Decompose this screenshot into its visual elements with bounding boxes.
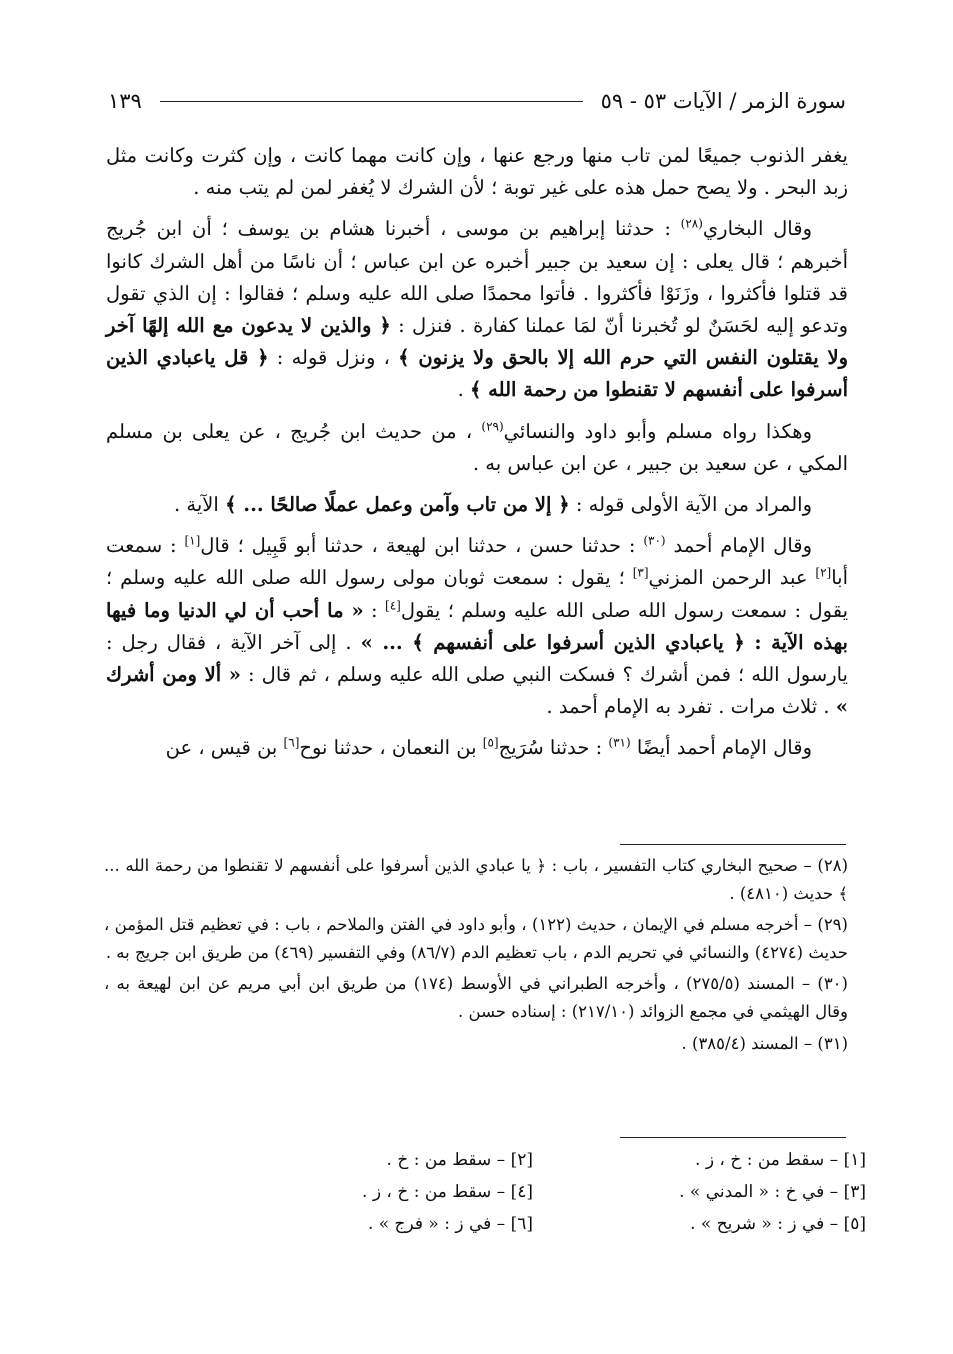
variant-ref: [٦] [283,735,300,750]
text-run: بن النعمان ، حدثنا نوح [299,736,483,760]
text-run: : حدثنا حسن ، حدثنا ابن لهيعة ، حدثنا أبو قَبِيل ؛ قال [200,534,644,558]
running-title: سورة الزمر / الآيات ٥٣ - ٥٩ [600,89,846,113]
paragraph-4 [106,489,848,521]
page-number: ١٣٩ [108,89,142,113]
main-text [106,140,848,774]
text-run: الآية . [174,493,226,517]
header-rule [160,101,583,102]
text-run: . إلى آخر الآية ، فقال رجل : يارسول الله ؛ فمن أشرك ؟ فسكت النبي صلى الله عليه وسلم ، ثم قال : [106,630,848,687]
paragraph-2 [106,213,848,406]
footnote-29: (٢٩) – أخرجه مسلم في الإيمان ، حديث (١٢٢) ، وأبو داود في الفتن والملاحم ، باب : في تعظيم قتل المؤمن ، حديث (٤٢٧٤) والنسائي في تحريم الدم ، باب تعظيم الدم (٨٦/٧) وفي التفسير (٤٦٩) من طريق ابن جريج به . [104,915,848,962]
footnote-ref: (٣١) [608,735,631,750]
footnote-ref: (٢٨) [680,216,703,231]
text-run: وقال الإمام أحمد [665,534,812,558]
variant-ref: [٥] [482,735,499,750]
footnotes [104,852,848,1061]
variant-ref: [٣] [632,565,649,580]
footnote-31: (٣١) – المسند (٣٨٥/٤) . [681,1033,848,1053]
variants-rule [620,1137,846,1138]
variant-1: [١] – سقط من : خ ، ز . [695,1150,866,1170]
text-run: : حدثنا إبراهيم بن موسى ، أخبرنا هشام بن يوسف ؛ أن ابن جُريج أخبرهم ؛ قال يعلى : إن سعيد بن جبير أخبره عن ابن عباس ؛ أن ناسًا من أهل الشرك كانوا قد قتلوا فأكثروا ، وزَنَوْا فأكثروا . فأتوا محمدًا صلى الله عليه وسلم ؛ فقالوا : إن الذي تقول وتدعو إليه لحَسَنٌ لو تُخبرنا أنّ لمَا عملنا كفارة . فنزل : [106,217,849,338]
variant-5: [٥] – في ز : « شريح » . [690,1214,866,1234]
manuscript-variants [200,1148,866,1236]
text-run: وهكذا رواه مسلم وأبو داود والنسائي [503,419,812,443]
text-run: : [363,598,385,622]
variant-4: [٤] – سقط من : خ ، ز . [362,1182,533,1202]
text-run: . [457,378,470,402]
hadith-quote: « ما أحب أن لي الدنيا وما فيها بهذه الآية : ﴿ ياعبادي الذين أسرفوا على أنفسهم ﴾ ... » [106,598,848,654]
variant-2: [٢] – سقط من : خ . [386,1150,533,1170]
variant-3: [٣] – في خ : « المدني » . [679,1182,866,1202]
footnote-ref: (٢٩) [481,419,504,434]
page-header [108,84,846,118]
quran-quote: ﴿ والذين لا يدعون مع الله إلهًا آخر ولا يقتلون النفس التي حرم الله إلا بالحق ولا يزنون ﴾ [106,314,849,370]
text-run: ؛ يقول : سمعت ثوبان مولى رسول الله صلى الله عليه وسلم ؛ يقول : سمعت رسول الله صلى الله عليه وسلم ؛ يقول [106,566,848,622]
text-run: عبد الرحمن المزني [648,566,816,590]
text-run: وقال البخاري [702,217,812,241]
footnote-28: (٢٨) – صحيح البخاري كتاب التفسير ، باب : ﴿ يا عبادي الذين أسرفوا على أنفسهم لا تقنطوا من رحمة الله ... ﴾ حديث (٤٨١٠) . [104,856,848,903]
footnote-ref: (٣٠) [643,533,666,548]
paragraph-3 [106,416,848,480]
hadith-quote: « ألا ومن أشرك » [106,663,848,719]
text-run: ، من حديث ابن جُريج ، عن يعلى بن مسلم المكي ، عن سعيد بن جبير ، عن ابن عباس به . [106,419,848,475]
variant-ref: [١] [184,533,201,548]
footnote-30: (٣٠) – المسند (٢٧٥/٥) ، وأخرجه الطبراني في الأوسط (١٧٤) من طريق ابن أبي مريم عن ابن لهيعة به ، وقال الهيثمي في مجمع الزوائد (٢١٧/١٠) : إسناده حسن . [104,974,848,1021]
quran-quote: ﴿ إلا من تاب وآمن وعمل عملًا صالحًا ... ﴾ [225,493,570,517]
variant-6: [٦] – في ز : « فرج » . [367,1214,533,1234]
quran-quote: ﴿ قل ياعبادي الذين أسرفوا على أنفسهم لا تقنطوا من رحمة الله ﴾ [106,346,848,402]
footnotes-rule [620,844,846,845]
paragraph-6 [106,732,848,764]
text-run: : حدثنا سُرَيج [498,736,609,760]
text-run: وقال الإمام أحمد أيضًا [630,736,812,760]
variant-ref: [٤] [385,598,401,613]
text-run: والمراد من الآية الأولى قوله : [569,493,812,517]
paragraph-5 [106,530,848,723]
text-run: ، ونزل قوله : [268,346,399,370]
paragraph-1: يغفر الذنوب جميعًا لمن تاب منها ورجع عنها ، وإن كانت مهما كانت ، وإن كثرت وكانت مثل زبد البحر . ولا يصح حمل هذه على غير توبة ؛ لأن الشرك لا يُغفر لمن لم يتب منه . [106,144,848,200]
text-run: بن قيس ، عن [165,736,284,760]
variant-ref: [٢] [815,565,832,580]
text-run: . ثلاث مرات . تفرد به الإمام أحمد . [546,695,836,719]
text-run: : سمعت أبا [106,534,848,590]
